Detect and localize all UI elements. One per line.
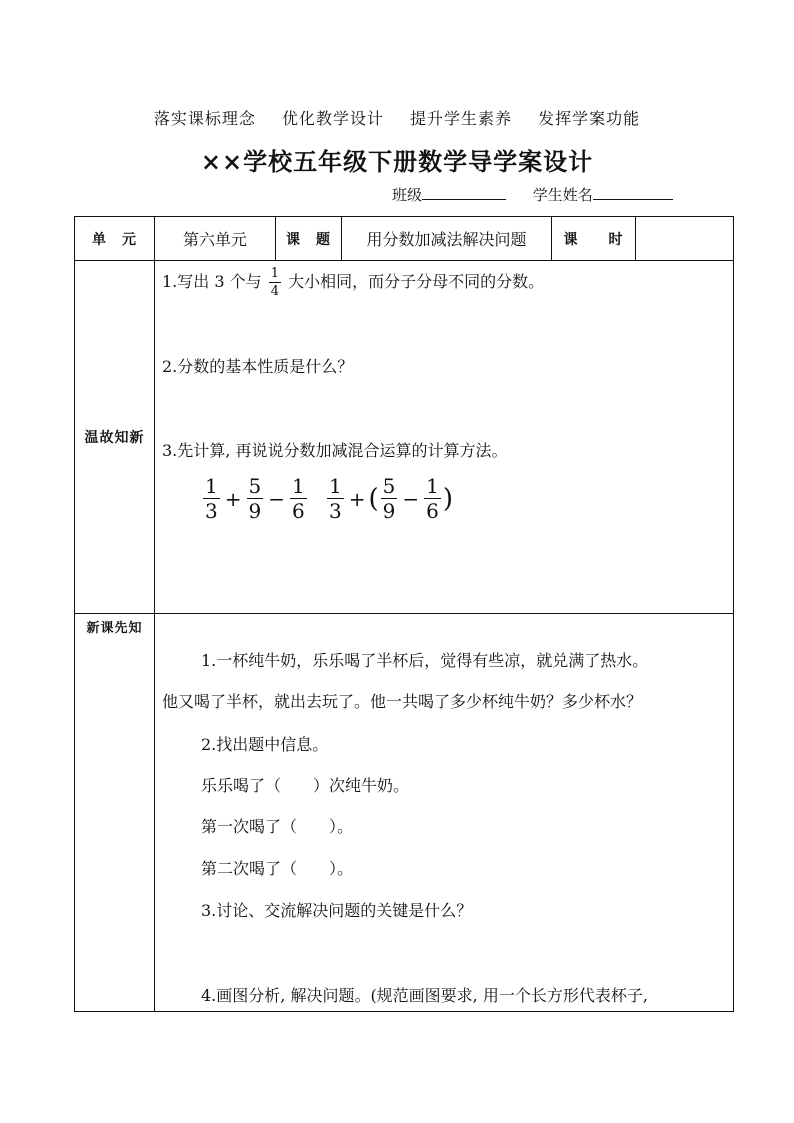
newlesson-line-2: 他又喝了半杯，就出去玩了。他一共喝了多少杯纯牛奶？多少杯水？ xyxy=(162,692,643,711)
lesson-table xyxy=(74,216,734,1012)
expr2-b-den: 9 xyxy=(382,499,396,523)
right-paren: ) xyxy=(442,483,454,514)
plus-sign: + xyxy=(224,486,242,511)
review-q3: 3.先计算, 再说说分数加减混合运算的计算方法。 xyxy=(162,441,508,460)
expr2-fraction-c xyxy=(424,476,441,521)
period-value[interactable] xyxy=(636,217,733,260)
newlesson-line-8: 4.画图分析, 解决问题。(规范画图要求, 用一个长方形代表杯子, xyxy=(201,986,648,1005)
left-paren: ( xyxy=(368,483,379,514)
review-q2: 2.分数的基本性质是什么？ xyxy=(162,357,354,376)
motto xyxy=(0,106,794,129)
motto-item-2: 优化教学设计 xyxy=(281,109,384,128)
name-label: 学生姓名 xyxy=(532,186,593,204)
expr2-c-num: 1 xyxy=(426,474,439,498)
expr2-b-num: 5 xyxy=(382,474,396,498)
row-divider-header xyxy=(75,260,733,261)
expr2-fraction-b xyxy=(381,476,398,521)
unit-value: 第六单元 xyxy=(182,230,247,249)
expr1-c-num: 1 xyxy=(292,474,305,498)
newlesson-line-1: 1.一杯纯牛奶，乐乐喝了半杯后，觉得有些凉，就兑满了热水。 xyxy=(201,651,649,670)
newlesson-line-5: 第一次喝了（ ）。 xyxy=(201,817,354,836)
review-label: 温故知新 xyxy=(84,430,145,446)
motto-item-3: 提升学生素养 xyxy=(410,109,513,128)
newlesson-line-6: 第二次喝了（ ）。 xyxy=(201,859,354,878)
review-q1-text-after: 大小相同，而分子分母不同的分数。 xyxy=(288,272,545,291)
unit-label: 单 元 xyxy=(92,231,137,248)
newlesson-line-3: 2.找出题中信息。 xyxy=(201,735,329,754)
fraction-denominator: 4 xyxy=(270,284,279,299)
page-title: ××学校五年级下册数学导学案设计 xyxy=(200,147,594,176)
newlesson-line-4: 乐乐喝了（ ）次纯牛奶。 xyxy=(201,776,410,795)
topic-label: 课 题 xyxy=(286,231,331,248)
expr1-fraction-b xyxy=(247,476,264,521)
expr1-a-num: 1 xyxy=(205,474,218,498)
expr1-c-den: 6 xyxy=(292,499,305,523)
minus-sign: − xyxy=(268,486,285,511)
name-blank[interactable] xyxy=(593,184,673,200)
expr2-a-den: 3 xyxy=(329,499,342,523)
newlesson-content xyxy=(155,614,733,1010)
student-info xyxy=(392,184,673,205)
topic-value: 用分数加减法解决问题 xyxy=(366,230,527,249)
newlesson-line-7: 3.讨论、交流解决问题的关键是什么？ xyxy=(201,901,473,920)
class-label: 班级 xyxy=(392,186,423,204)
expr1-fraction-c xyxy=(290,476,307,521)
expr1-b-den: 9 xyxy=(248,499,262,523)
expression-1 xyxy=(201,476,309,521)
fraction-one-quarter xyxy=(269,267,281,298)
motto-item-1: 落实课标理念 xyxy=(153,109,256,128)
class-blank[interactable] xyxy=(422,184,506,200)
expr1-b-num: 5 xyxy=(248,474,262,498)
review-q1 xyxy=(162,267,544,298)
period-label: 课 时 xyxy=(563,231,624,248)
expr2-c-den: 6 xyxy=(426,499,439,523)
fraction-numerator: 1 xyxy=(270,266,279,281)
motto-item-4: 发挥学案功能 xyxy=(538,109,641,128)
fraction-bar xyxy=(269,282,281,283)
expr2-a-num: 1 xyxy=(329,474,342,498)
minus-sign: − xyxy=(402,486,420,511)
expr1-fraction-a xyxy=(203,476,220,521)
expr1-a-den: 3 xyxy=(205,499,218,523)
plus-sign: + xyxy=(348,486,366,511)
review-q1-text-before: 1.写出 3 个与 xyxy=(162,272,262,291)
expr2-fraction-a xyxy=(327,476,344,521)
expression-2 xyxy=(325,476,453,521)
newlesson-label: 新课先知 xyxy=(86,620,143,636)
